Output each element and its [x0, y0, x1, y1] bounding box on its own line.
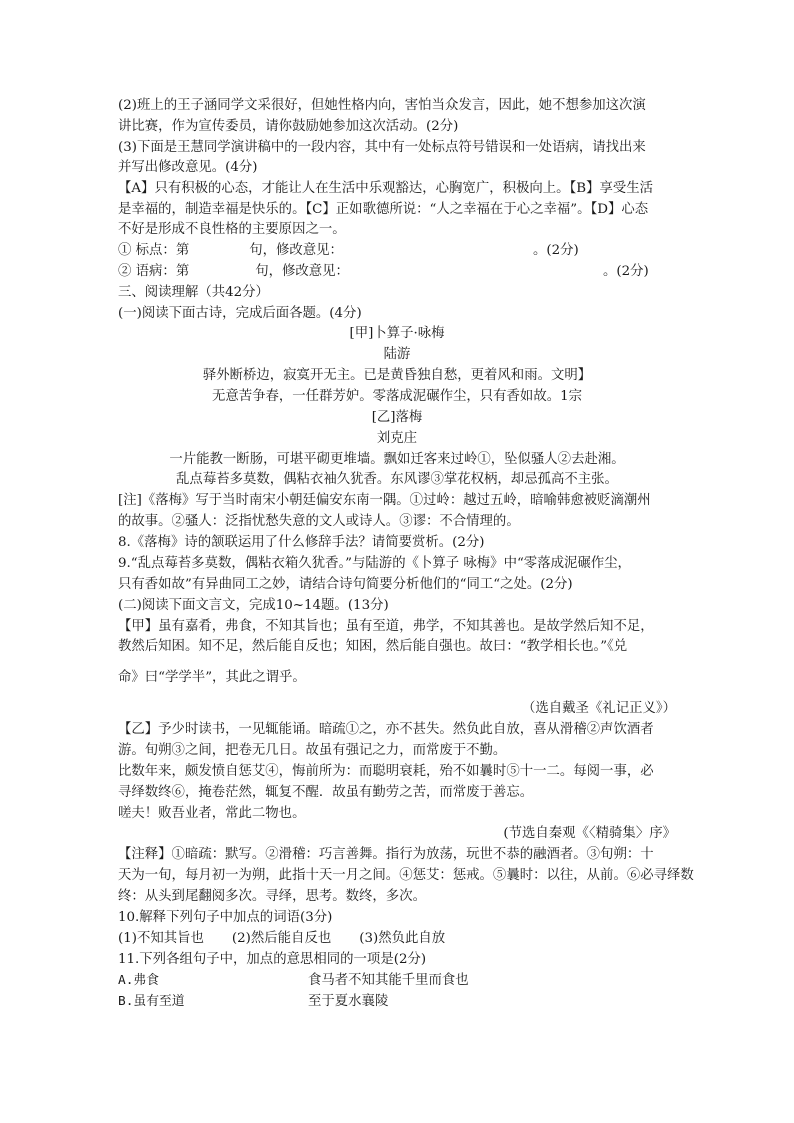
section-heading: 三、阅读理解（共42分） — [118, 285, 269, 300]
text-line: 讲比赛，作为宣传委员，请你鼓励她参加这次活动。(2分) — [118, 119, 459, 134]
question-item: (3)然负此自放 — [359, 931, 446, 946]
source-citation: (节选自秦观《〈精骑集〉序》 — [503, 826, 676, 841]
option-a — [118, 971, 469, 991]
text-line: 并写出修改意见。(4分) — [118, 160, 258, 175]
poem-author: 陆游 — [383, 347, 411, 362]
question-item: (2)然后能自反也 — [231, 931, 332, 946]
option-text: 食马者不知其能千里而食也 — [308, 973, 469, 988]
annotation-line: 【注释】①暗疏：默写。②滑稽：巧言善舞。指行为放荡，玩世不恭的融酒者。③旬朔：十 — [118, 847, 654, 862]
poem-title: [乙]落梅 — [371, 410, 423, 425]
question-9: 只有香如故”有异曲同工之妙，请结合诗句简要分析他们的“同工“之处。(2分) — [118, 577, 573, 592]
passage-line: 游。旬朔③之间，把卷无几日。故虽有强记之力，而常废于不勤。 — [118, 743, 507, 758]
text-line: 【A】只有积极的心态，才能让人在生活中乐观豁达，心胸宽广，积极向上。【B】享受生活 — [118, 181, 654, 196]
option-text: 至于夏水襄陵 — [308, 994, 389, 1009]
passage-line: 寻绎数终⑥，掩卷茫然，辄复不醒．故虽有勤劳之苦，而常废于善忘。 — [118, 785, 534, 800]
blank-score: 。(2分) — [602, 264, 649, 279]
text-line: 是幸福的，制造幸福是快乐的。【C】正如歌德所说：“人之幸福在于心之幸福”。【D】心态 — [118, 202, 649, 217]
option-b — [118, 992, 388, 1012]
text-line: (2)班上的王子涵同学文采很好，但她性格内向，害怕当众发言，因此，她不想参加这次演 — [118, 98, 646, 113]
passage-line: 【甲】虽有嘉肴，弗食，不知其旨也；虽有至道，弗学，不知其善也。是故学然后知不足， — [118, 619, 654, 634]
blank-label: 句，修改意见： — [255, 264, 349, 279]
source-citation: （选自戴圣《礼记正义》） — [522, 701, 676, 716]
poem-line: 一片能教一断肠，可堪平砌更堆墙。飘如迁客来过岭①，坠似骚人②去赴湘。 — [169, 452, 625, 467]
blank-label: ② 语病：第 — [118, 264, 190, 279]
question-item: (1)不知其旨也 — [118, 931, 204, 946]
part-heading: (一)阅读下面古诗，完成后面各题。(4分) — [118, 306, 362, 321]
blank-score: 。(2分) — [532, 243, 579, 258]
note-line: 的故事。②骚人：泛指忧愁失意的文人或诗人。③谬：不合情理的。 — [118, 514, 520, 529]
poem-author: 刘克庄 — [376, 431, 418, 446]
question-9: 9.“乱点莓苔多莫数，偶粘衣箱久犹香。”与陆游的《卜算子 咏梅》中“零落成泥碾作尘， — [118, 556, 631, 571]
poem-title: [甲]卜算子·咏梅 — [349, 326, 445, 341]
passage-line: 教然后知困。知不足，然后能自反也；知困，然后能自强也。故曰：“教学相长也。”《兑 — [118, 639, 628, 654]
question-8: 8.《落梅》诗的颔联运用了什么修辞手法？请简要赏析。(2分) — [118, 535, 485, 550]
passage-line: 【乙】予少时读书，一见辄能诵。暗疏①之，亦不甚失。然负此自放，喜从滑稽②声饮酒者 — [118, 722, 654, 737]
poem-line: 乱点莓苔多莫数，偶粘衣袖久犹香。东风谬③掌花权柄，却忌孤高不主张。 — [176, 472, 618, 487]
option-label: B.虽有至道 — [118, 994, 185, 1009]
poem-line: 无意苦争春，一任群芳妒。零落成泥碾作尘，只有香如故。1宗 — [211, 389, 583, 404]
option-label: A.弗食 — [118, 973, 160, 988]
fill-blank-grammar — [118, 262, 649, 282]
text-line: 不好是形成不良性格的主要原因之一。 — [118, 222, 346, 237]
blank-label: ① 标点：第 — [118, 243, 190, 258]
fill-blank-punctuation — [118, 241, 579, 261]
text-line: (3)下面是王慧同学演讲稿中的一段内容，其中有一处标点符号错误和一处语病，请找出来 — [118, 140, 646, 155]
passage-line: 命》曰“学学半”，其此之谓乎。 — [118, 670, 306, 685]
poem-line: 驿外断桥边，寂寞开无主。已是黄昏独自愁，更着风和雨。文明】 — [202, 368, 592, 383]
blank-label: 句，修改意见： — [249, 243, 343, 258]
note-line: [注]《落梅》写于当时南宋小朝廷偏安东南一隅。①过岭：越过五岭，暗喻韩愈被贬滴潮州 — [118, 493, 651, 508]
part-heading: (二)阅读下面文言文，完成10~14题。(13分) — [118, 598, 389, 613]
question-10-items — [118, 929, 445, 949]
passage-line: 嗟夫！败吾业者，常此二物也。 — [118, 806, 306, 821]
annotation-line: 终：从头到尾翻阅多次。寻绎，思考。数终，多次。 — [118, 889, 426, 904]
passage-line: 比数年来，颇发愤自惩艾④，悔前所为：而聪明衰耗，殆不如曩时⑤十一二。每阅一事，必 — [118, 764, 654, 779]
question-11: 11.下列各组句子中，加点的意思相同的一项是(2分) — [118, 952, 427, 967]
annotation-line: 天为一旬，每月初一为朔，此指十天一月之间。④惩艾：惩戒。⑤曩时：以往，从前。⑥必寻绎数 — [118, 868, 694, 883]
question-10: 10.解释下列句子中加点的词语(3分) — [118, 910, 333, 925]
